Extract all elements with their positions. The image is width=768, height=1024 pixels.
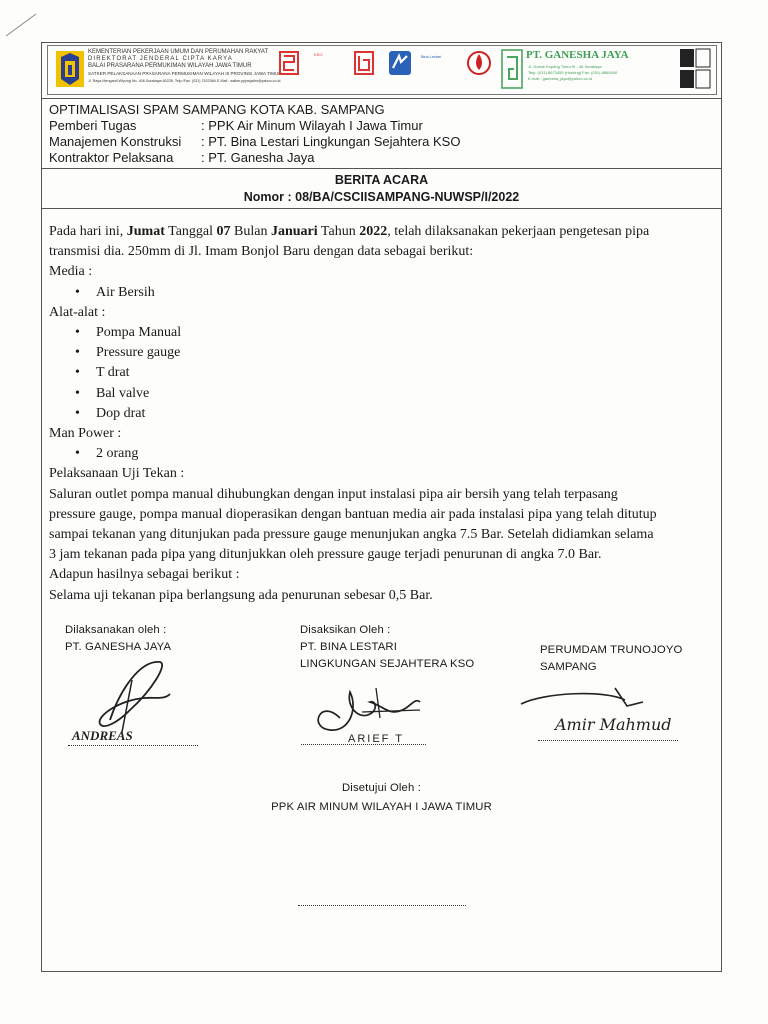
witness-heading: Disaksikan Oleh : xyxy=(300,624,391,636)
sig-line-perumdam xyxy=(538,740,678,741)
signature-andreas-icon xyxy=(60,650,190,746)
sig-line-executed xyxy=(68,745,198,746)
intro-date: 07 xyxy=(216,224,231,239)
intro-text: Pada hari ini, xyxy=(49,224,127,239)
row-value: : PT. Ganesha Jaya xyxy=(201,150,315,165)
perumdam-logo-icon xyxy=(466,48,492,78)
signature-andreas-name: ANDREAS xyxy=(72,728,133,743)
body-content xyxy=(49,222,719,606)
doc-title: BERITA ACARA xyxy=(334,173,429,187)
sig-line-witness xyxy=(301,744,426,745)
tool-item: • Pressure gauge xyxy=(96,343,719,363)
company-address-3: E-mail : ganesha_jaya@yahoo.co.id xyxy=(528,76,593,81)
manpower-label: Man Power : xyxy=(49,426,122,442)
intro-text: Bulan xyxy=(230,224,271,239)
doc-number: Nomor : 08/BA/CSCIISAMPANG-NUWSP/I/2022 xyxy=(243,190,520,204)
approved-heading: Disetujui Oleh : xyxy=(341,782,421,794)
sig-line-approved xyxy=(298,905,466,906)
row-value: : PPK Air Minum Wilayah I Jawa Timur xyxy=(201,118,423,133)
manpower-item: • 2 orang xyxy=(96,444,719,464)
approved-org: PPK AIR MINUM WILAYAH I JAWA TIMUR xyxy=(271,801,492,813)
witness-org-2: LINGKUNGAN SEJAHTERA KSO xyxy=(300,658,475,670)
intro-day: Jumat xyxy=(126,224,165,239)
ministry-line-3: BALAI PRASARANA PERMUKIMAN WILAYAH JAWA TIMUR xyxy=(88,63,252,69)
project-row-owner xyxy=(49,118,423,134)
project-title: OPTIMALISASI SPAM SAMPANG KOTA KAB. SAMPANG xyxy=(49,102,385,117)
intro-text: Tanggal xyxy=(164,224,217,239)
test-line: Saluran outlet pompa manual dihubungkan dengan input instalasi pipa air bersih yang telah terpasang xyxy=(49,486,618,502)
executed-heading: Dilaksanakan oleh : xyxy=(65,624,167,636)
project-row-contractor xyxy=(49,150,314,166)
pupr-logo-icon xyxy=(55,49,85,91)
intro-line-1 xyxy=(49,222,719,242)
tool-item: • Dop drat xyxy=(96,404,719,424)
logo-caption-bina: Bina Lestari xyxy=(421,55,442,59)
kso-logo-icon xyxy=(278,50,300,76)
perumdam-org-2: SAMPANG xyxy=(540,661,597,673)
perumdam-org-1: PERUMDAM TRUNOJOYO xyxy=(540,644,683,656)
signature-amir-icon xyxy=(515,682,715,744)
tools-label: Alat-alat : xyxy=(49,304,106,320)
media-item: • Air Bersih xyxy=(96,283,719,303)
iso-certification-icon xyxy=(678,48,714,92)
intro-line-2: transmisi dia. 250mm di Jl. Imam Bonjol Baru dengan data sebagai berikut: xyxy=(49,244,474,260)
tool-item: • T drat xyxy=(96,363,719,383)
ministry-line-2: DIREKTORAT JENDERAL CIPTA KARYA xyxy=(88,56,233,62)
row-label: Manajemen Konstruksi xyxy=(49,134,182,149)
media-label: Media : xyxy=(49,264,93,280)
ministry-line-5: Jl. Raya Menganti Wiyung No. 406 Surabaya 60228, Telp./Fax. (031) 7522084 E-Mail : satker.pppwjatim@yahoo.co.id xyxy=(88,79,281,83)
executed-org: PT. GANESHA JAYA xyxy=(65,641,172,653)
test-line: 3 jam tekanan pada pipa yang ditunjukkan oleh pressure gauge terjadi penurunan di angka 7.0 Bar. xyxy=(49,547,602,563)
intro-text: , telah dilaksanakan pekerjaan pengetesan pipa xyxy=(387,224,650,239)
divider-body xyxy=(41,208,722,209)
divider-title xyxy=(41,168,722,169)
intro-month: Januari xyxy=(270,224,318,239)
result-text: Selama uji tekanan pipa berlangsung ada penurunan sebesar 0,5 Bar. xyxy=(49,587,433,603)
test-line: sampai tekanan yang ditunjukan pada pressure gauge menunjukan angka 7.5 Bar. Setelah didiamkan selama xyxy=(49,527,654,543)
row-value: : PT. Bina Lestari Lingkungan Sejahtera KSO xyxy=(201,134,461,149)
bina-lestari-logo-icon xyxy=(388,50,412,76)
intro-text: Tahun xyxy=(317,224,360,239)
row-label: Kontraktor Pelaksana xyxy=(49,150,174,165)
result-label: Adapun hasilnya sebagai berikut : xyxy=(49,567,240,583)
test-line: pressure gauge, pompa manual dioperasikan dengan bantuan media air pada instalasi pipa yang telah ditutup xyxy=(49,506,657,522)
intro-year: 2022 xyxy=(359,224,388,239)
tool-item: • Bal valve xyxy=(96,384,719,404)
letterhead xyxy=(47,45,717,95)
ganesha-logo-icon xyxy=(501,49,523,89)
ganesha-mark-icon xyxy=(353,50,375,76)
logo-caption-kso: KSO xyxy=(314,52,323,57)
test-label: Pelaksanaan Uji Tekan : xyxy=(49,466,185,482)
signature-arief-icon xyxy=(300,678,440,748)
company-name: PT. GANESHA JAYA xyxy=(526,49,629,61)
ministry-line-1: KEMENTERIAN PEKERJAAN UMUM DAN PERUMAHAN RAKYAT xyxy=(88,49,269,55)
company-address-1: Jl. Gubuk Kupang Timur III - 46 Surabaya xyxy=(528,64,602,69)
tool-item: • Pompa Manual xyxy=(96,323,719,343)
company-address-2: Telp. (031) 8673455 (Hunting) Fax. (031) 8660640 xyxy=(528,70,618,75)
witness-org-1: PT. BINA LESTARI xyxy=(300,641,397,653)
ministry-line-4: SATKER PELAKSANAAN PRASARANA PERMUKIMAN WILAYAH III PROVINSI JAWA TIMUR xyxy=(88,71,282,76)
row-label: Pemberi Tugas xyxy=(49,118,137,133)
signature-amir-name: Amir Mahmud xyxy=(555,715,672,734)
project-row-mk xyxy=(49,134,460,150)
scan-mark-icon xyxy=(4,10,38,40)
divider-top xyxy=(41,98,722,99)
signature-arief-name: ARIEF T xyxy=(348,733,404,745)
